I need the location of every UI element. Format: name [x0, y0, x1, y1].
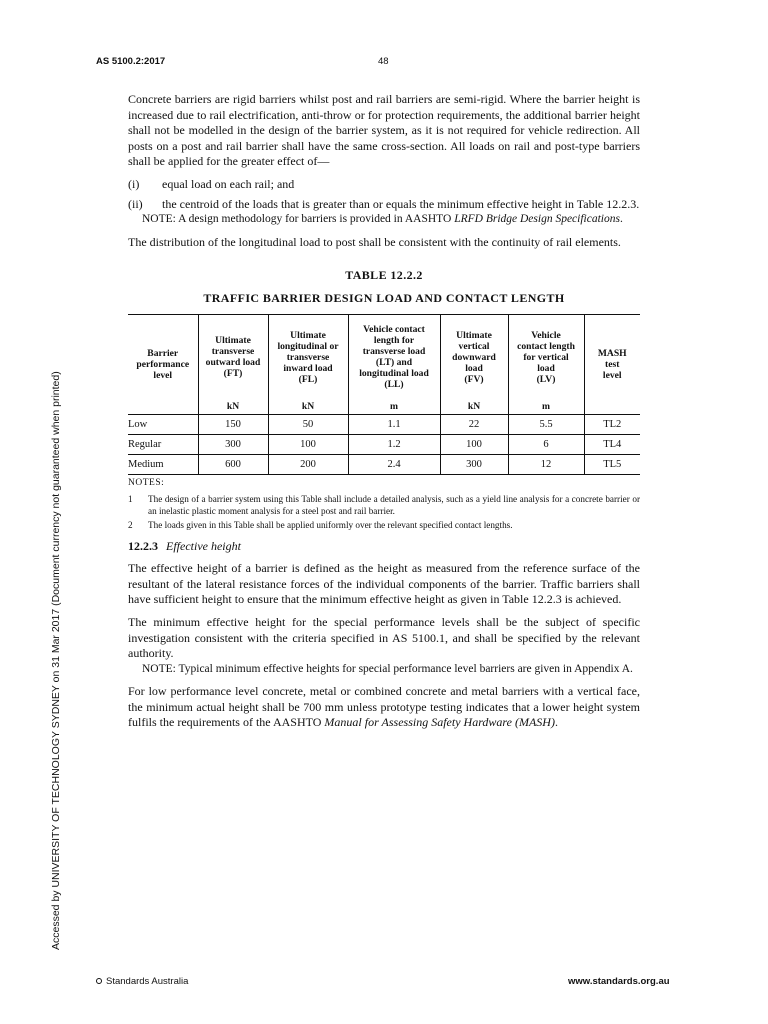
table-row: Regular 300 100 1.2 100 6 TL4 [128, 435, 640, 455]
table-header-row [128, 315, 640, 400]
table-row: Medium 600 200 2.4 300 12 TL5 [128, 455, 640, 475]
column-header: Barrier performance level [128, 315, 198, 415]
clause-heading [128, 539, 640, 554]
document-id: AS 5100.2:2017 [96, 56, 166, 67]
note-aashto-methodology: NOTE: A design methodology for barriers is provided in AASHTO LRFD Bridge Design Specifications. [142, 213, 623, 226]
paragraph-special-levels: The minimum effective height for the special performance levels shall be the subject of specific investigation consistent with the criteria specified in AS 5100.1, and shall be specified by the relevant authority. [128, 614, 640, 661]
table-unit-row [128, 399, 640, 415]
footer-publisher: Standards Australia [96, 976, 188, 987]
column-header: Ultimate longitudinal or transverse inward load (FL) [268, 315, 348, 400]
footer-website: www.standards.org.au [568, 976, 670, 987]
paragraph-effective-height: The effective height of a barrier is defined as the height as measured from the reference surface of the resultant of the lateral resistance forces of the individual components of the barrier. Traffic barriers shall have sufficient height to ensure that the minimum effective height as given in Table 12.2.3 is achieved. [128, 561, 640, 607]
column-header: Vehicle contact length for transverse load (LT) and longitudinal load (LL) [348, 315, 440, 400]
table-note: 1 The design of a barrier system using this Table shall include a detailed analysis, such as a yield line analysis for a concrete barrier or an inelastic plastic moment analysis for a steel post and rail barrier. [128, 494, 640, 517]
list-item-text: equal load on each rail; and [162, 176, 295, 191]
paragraph-minimum-height: For low performance level concrete, metal or combined concrete and metal barriers with a vertical face, the minimum actual height shall be 700 mm unless prototype testing indicates that a lower height system fulfils the requirements of the AASHTO Manual for Assessing Safety Hardware (MASH). [128, 684, 640, 730]
column-header: Ultimate vertical downward load (FV) [440, 315, 508, 400]
list-item-number: (ii) [128, 196, 143, 211]
access-watermark: Accessed by UNIVERSITY OF TECHNOLOGY SYDNEY on 31 Mar 2017 (Document currency not guaranteed when printed) [50, 371, 62, 950]
paragraph-barrier-types: Concrete barriers are rigid barriers whilst post and rail barriers are semi-rigid. Where the barrier height is increased due to rail electrification, anti-throw or for protection requirements, the additional barrier height shall not be modelled in the design of the barrier system, as it is not required for vehicle redirection. All posts on a post and rail barrier shall have the same cross-section. All loads on rail and post-type barriers shall be applied for the greater effect of— [128, 92, 640, 169]
list-item [128, 177, 640, 193]
list-item [128, 197, 640, 213]
clause-number: 12.2.3 [128, 539, 158, 554]
barrier-load-table [128, 314, 640, 475]
table-number: TABLE 12.2.2 [345, 268, 423, 283]
page-content [128, 92, 640, 731]
clause-title: Effective height [166, 539, 241, 554]
column-header: Vehicle contact length for vertical load (LV) [508, 315, 584, 400]
column-header: MASH test level [597, 348, 627, 382]
unit-cell: m [508, 399, 584, 415]
copyright-icon [96, 978, 102, 984]
table-note: 2 The loads given in this Table shall be applied uniformly over the relevant specified contact lengths. [128, 520, 513, 531]
column-header: Ultimate transverse outward load (FT) [198, 315, 268, 400]
table-notes-heading: NOTES: [128, 478, 165, 489]
table-row: Low 150 50 1.1 22 5.5 TL2 [128, 415, 640, 435]
unit-cell: kN [198, 399, 268, 415]
unit-cell: kN [440, 399, 508, 415]
paragraph-load-distribution: The distribution of the longitudinal load to post shall be consistent with the continuity of rail elements. [128, 234, 621, 249]
page-number: 48 [378, 56, 389, 67]
list-item-text: the centroid of the loads that is greater than or equals the minimum effective height in Table 12.2.3. [162, 196, 640, 211]
note-appendix-a: NOTE: Typical minimum effective heights for special performance level barriers are given in Appendix A. [142, 662, 633, 675]
unit-cell: m [348, 399, 440, 415]
list-item-number: (i) [128, 176, 140, 191]
unit-cell: kN [268, 399, 348, 415]
table-title: TRAFFIC BARRIER DESIGN LOAD AND CONTACT LENGTH [203, 291, 565, 306]
